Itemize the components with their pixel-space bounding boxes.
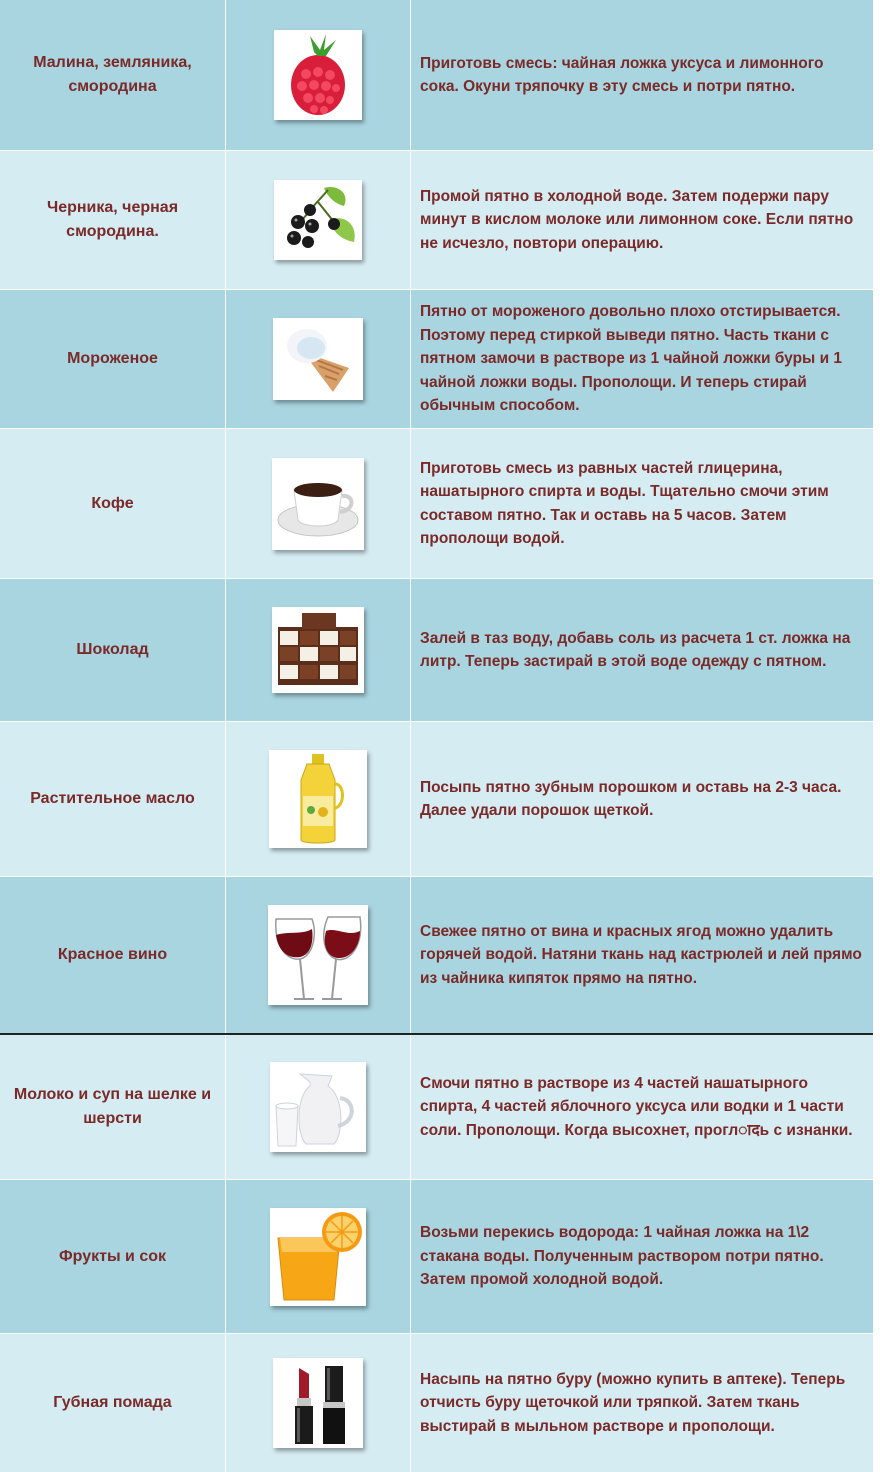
stain-name: Кофе	[91, 494, 134, 512]
table-row	[0, 1035, 873, 1179]
stain-name-cell	[0, 151, 226, 289]
stain-name: Красное вино	[57, 946, 168, 963]
image-cell	[226, 1180, 411, 1333]
stain-name-cell	[0, 0, 226, 150]
table-row	[0, 151, 873, 289]
instruction-cell	[411, 1180, 873, 1333]
instruction-cell	[411, 1334, 873, 1472]
raspberry-icon	[274, 30, 362, 120]
image-cell	[226, 1035, 411, 1179]
image-cell	[226, 579, 411, 721]
instruction-text: Приготовь смесь из равных частей глицерина, нашатырного спирта и воды. Тщательно смочи этим составом пятно. Так и оставь на 5 часов. Затем прополощи водой.	[420, 459, 829, 547]
instruction-cell	[411, 0, 873, 150]
table-row	[0, 290, 873, 428]
instruction-text: Свежее пятно от вина и красных ягод можно удалить горячей водой. Натяни ткань над кастрюлей и лей прямо из чайника кипяток прямо на пятно.	[420, 922, 862, 987]
stain-name-cell	[0, 579, 226, 721]
stain-name: Фрукты и сок	[58, 1247, 167, 1265]
instruction-text: Смочи пятно в растворе из 4 частей нашатырного спирта, 4 частей яблочного уксуса или водки и 1 части соли. Прополощи. Когда высохнет, проглादь с изнанки.	[420, 1074, 853, 1139]
instruction-text: Промой пятно в холодной воде. Затем подержи пару минут в кислом молоке или лимонном соке. Если пятно не исчезло, повтори операцию.	[420, 187, 854, 252]
instruction-text: Пятно от мороженого довольно плохо отстирывается. Поэтому перед стиркой выведи пятно. Часть ткани с пятном замочи в растворе из 1 чайной ложки буры и 1 чайной ложки воды. Прополощи. И теперь стирай обычным способом.	[420, 303, 843, 415]
stain-name-cell	[0, 722, 226, 876]
table-row	[0, 1180, 873, 1333]
image-cell	[226, 151, 411, 289]
stain-name: Черника, черная смородина.	[46, 199, 179, 240]
stain-name: Малина, земляника, смородина	[33, 54, 192, 95]
instruction-cell	[411, 1035, 873, 1179]
image-cell	[226, 0, 411, 150]
instruction-cell	[411, 722, 873, 876]
table-row	[0, 877, 873, 1033]
stain-name-cell	[0, 1035, 226, 1179]
stain-name-cell	[0, 1334, 226, 1472]
stain-name: Молоко и суп на шелке и шерсти	[13, 1086, 212, 1127]
instruction-text: Залей в таз воду, добавь соль из расчета 1 ст. ложка на литр. Теперь застирай в этой воде одежду с пятном.	[420, 629, 851, 670]
image-cell	[226, 877, 411, 1033]
coffee-cup-icon	[272, 458, 364, 550]
image-cell	[226, 1334, 411, 1472]
blackcurrant-icon	[274, 180, 362, 260]
wine-glasses-icon	[268, 905, 368, 1005]
table-row	[0, 429, 873, 578]
instruction-text: Посыпь пятно зубным порошком и оставь на 2-3 часа. Далее удали порошок щеткой.	[420, 778, 842, 819]
oil-bottle-icon	[269, 750, 367, 848]
instruction-cell	[411, 151, 873, 289]
table-row	[0, 579, 873, 721]
milk-jug-icon	[270, 1062, 366, 1152]
instruction-cell	[411, 429, 873, 578]
instruction-text: Приготовь смесь: чайная ложка уксуса и лимонного сока. Окуни тряпочку в эту смесь и потри пятно.	[420, 54, 824, 95]
stain-name-cell	[0, 1180, 226, 1333]
chocolate-icon	[272, 607, 364, 693]
instruction-text: Возьми перекись водорода: 1 чайная ложка на 1\2 стакана воды. Полученным раствором потри пятно. Затем промой холодной водой.	[420, 1224, 824, 1289]
instruction-cell	[411, 579, 873, 721]
instruction-cell	[411, 877, 873, 1033]
stain-name-cell	[0, 290, 226, 428]
table-row	[0, 0, 873, 150]
stain-name: Губная помада	[53, 1394, 172, 1411]
orange-juice-icon	[270, 1208, 366, 1306]
ice-cream-icon	[273, 318, 363, 400]
stain-name-cell	[0, 429, 226, 578]
stain-name-cell	[0, 877, 226, 1033]
table-row	[0, 1334, 873, 1472]
stain-name: Мороженое	[67, 350, 158, 367]
stain-name: Растительное масло	[30, 790, 195, 807]
instruction-cell	[411, 290, 873, 428]
image-cell	[226, 722, 411, 876]
image-cell	[226, 429, 411, 578]
stain-name: Шоколад	[76, 641, 149, 658]
instruction-text: Насыпь на пятно буру (можно купить в аптеке). Теперь отчисть буру щеточкой или тряпкой. Затем ткань выстирай в мыльном растворе и прополощи.	[420, 1370, 846, 1435]
lipstick-icon	[273, 1358, 363, 1448]
table-row	[0, 722, 873, 876]
image-cell	[226, 290, 411, 428]
